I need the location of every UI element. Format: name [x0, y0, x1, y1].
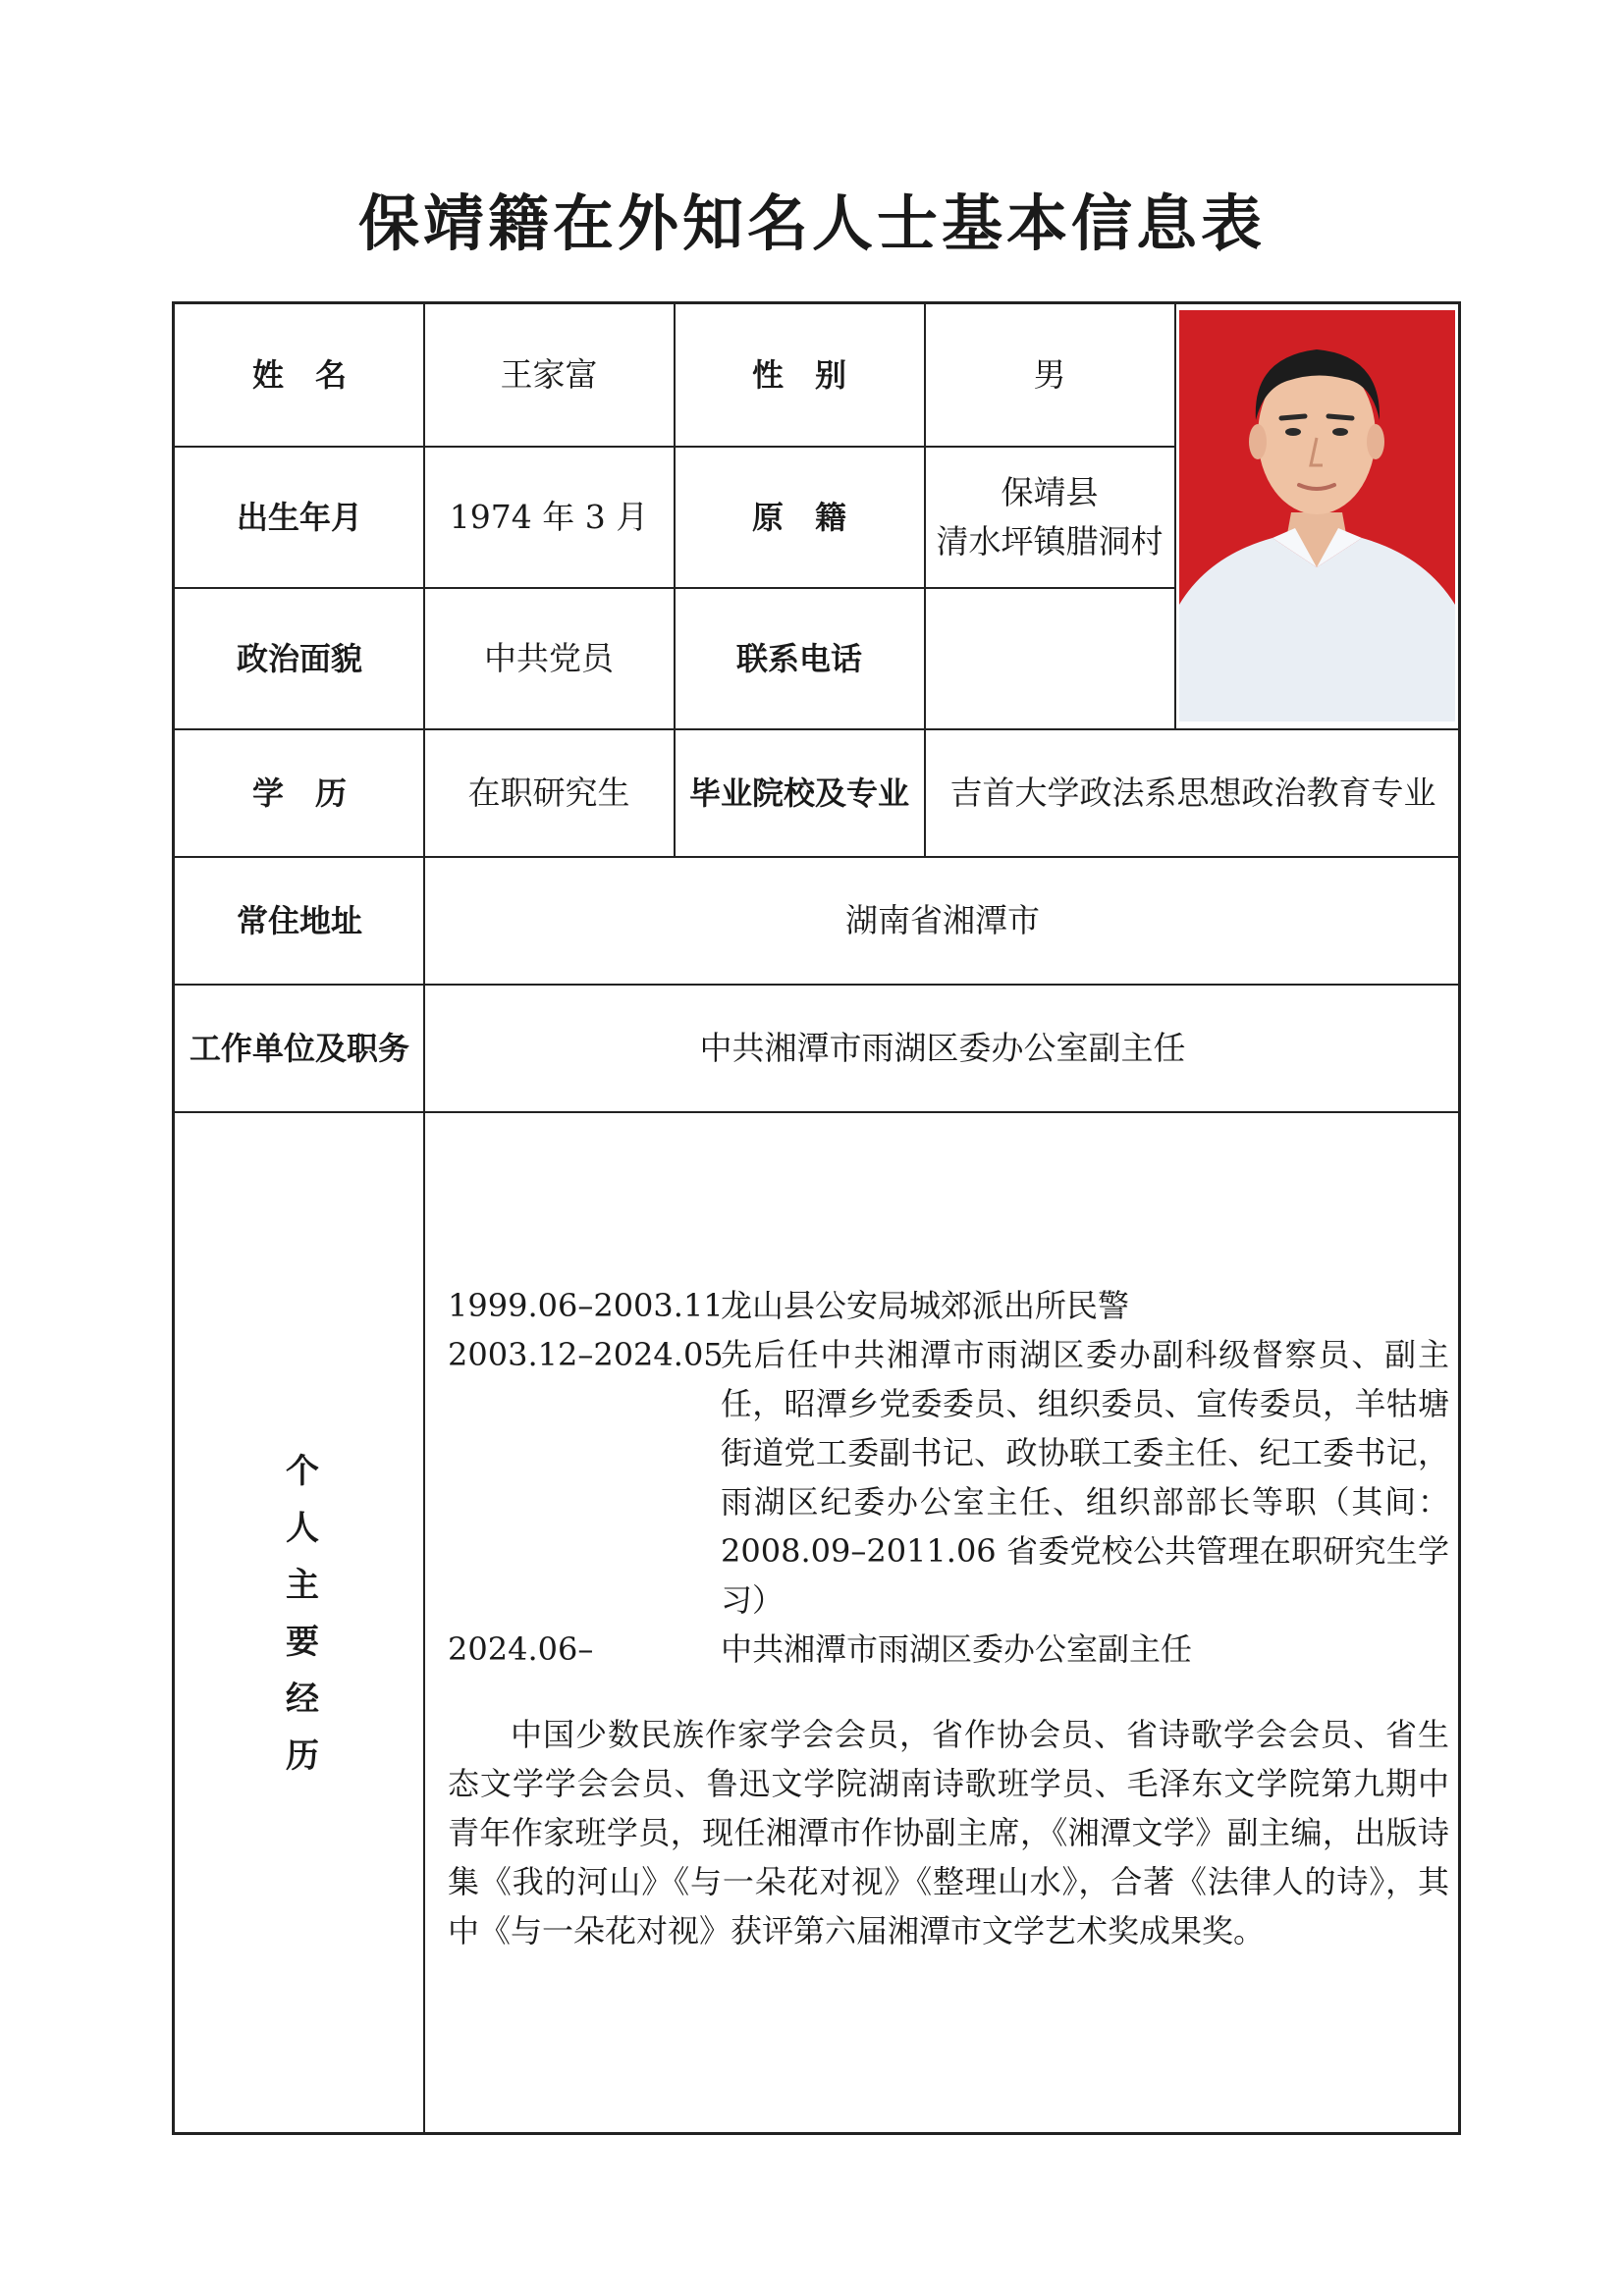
phone-label: 联系电话: [735, 639, 862, 677]
info-table: [172, 301, 1461, 2135]
name-label: 姓 名: [251, 356, 347, 394]
experience-label: 个人主要经历: [279, 1453, 319, 1794]
gender-value: 男: [1033, 355, 1066, 394]
origin-value-line1: 保靖县: [1001, 472, 1099, 511]
origin-value: [925, 447, 1174, 587]
experience-label-cell: [175, 1112, 424, 2135]
origin-label: 原 籍: [751, 498, 846, 536]
experience-text: 龙山县公安局城郊派出所民警: [721, 1287, 1130, 1324]
page-title: 保靖籍在外知名人士基本信息表: [357, 187, 1266, 259]
school-value: 吉首大学政法系思想政治教育专业: [949, 773, 1436, 812]
address-value: 湖南省湘潭市: [845, 900, 1040, 939]
work-label: 工作单位及职务: [189, 1029, 409, 1067]
portrait-illustration: [1179, 310, 1455, 721]
phone-value: [925, 588, 1174, 728]
education-label: 学 历: [251, 774, 347, 812]
experience-text: 先后任中共湘潭市雨湖区委办副科级督察员、副主任，昭潭乡党委委员、组织委员、宣传委员，羊牯塘街道党工委副书记、政协联工委主任、纪工委书记，雨湖区纪委办公室主任、组织部部长等职（其间：2008.09–2011.06 省委党校公共管理在职研究生学习）: [721, 1336, 1449, 1619]
experience-text: 中共湘潭市雨湖区委办公室副主任: [721, 1630, 1193, 1668]
political-value: 中共党员: [484, 638, 614, 677]
political-label: 政治面貌: [236, 639, 362, 677]
origin-value-line2: 清水坪镇腊洞村: [936, 521, 1164, 561]
birth-value: 1974 年 3 月: [449, 497, 649, 536]
name-value: 王家富: [500, 355, 598, 394]
birth-label: 出生年月: [236, 498, 362, 536]
portrait-photo: [1179, 310, 1455, 721]
address-label: 常住地址: [236, 901, 362, 939]
col-divider: [1174, 304, 1176, 728]
experience-period: 1999.06–2003.11: [448, 1287, 724, 1324]
experience-period: 2003.12–2024.05: [448, 1336, 724, 1373]
education-value: 在职研究生: [467, 773, 630, 812]
work-value: 中共湘潭市雨湖区委办公室副主任: [699, 1028, 1186, 1067]
school-label: 毕业院校及专业: [688, 774, 909, 812]
bio-paragraph: 中国少数民族作家学会会员，省作协会员、省诗歌学会会员、省生态文学学会会员、鲁迅文学院湖南诗歌班学员、毛泽东文学院第九期中青年作家班学员，现任湘潭市作协副主席，《湘潭文学》副主编，出版诗集《我的河山》《与一朵花对视》《整理山水》，合著《法律人的诗》，其中《与一朵花对视》获评第六届湘潭市文学艺术奖成果奖。: [448, 1716, 1449, 1949]
experience-period: 2024.06–: [448, 1630, 594, 1668]
gender-label: 性 别: [751, 356, 846, 394]
